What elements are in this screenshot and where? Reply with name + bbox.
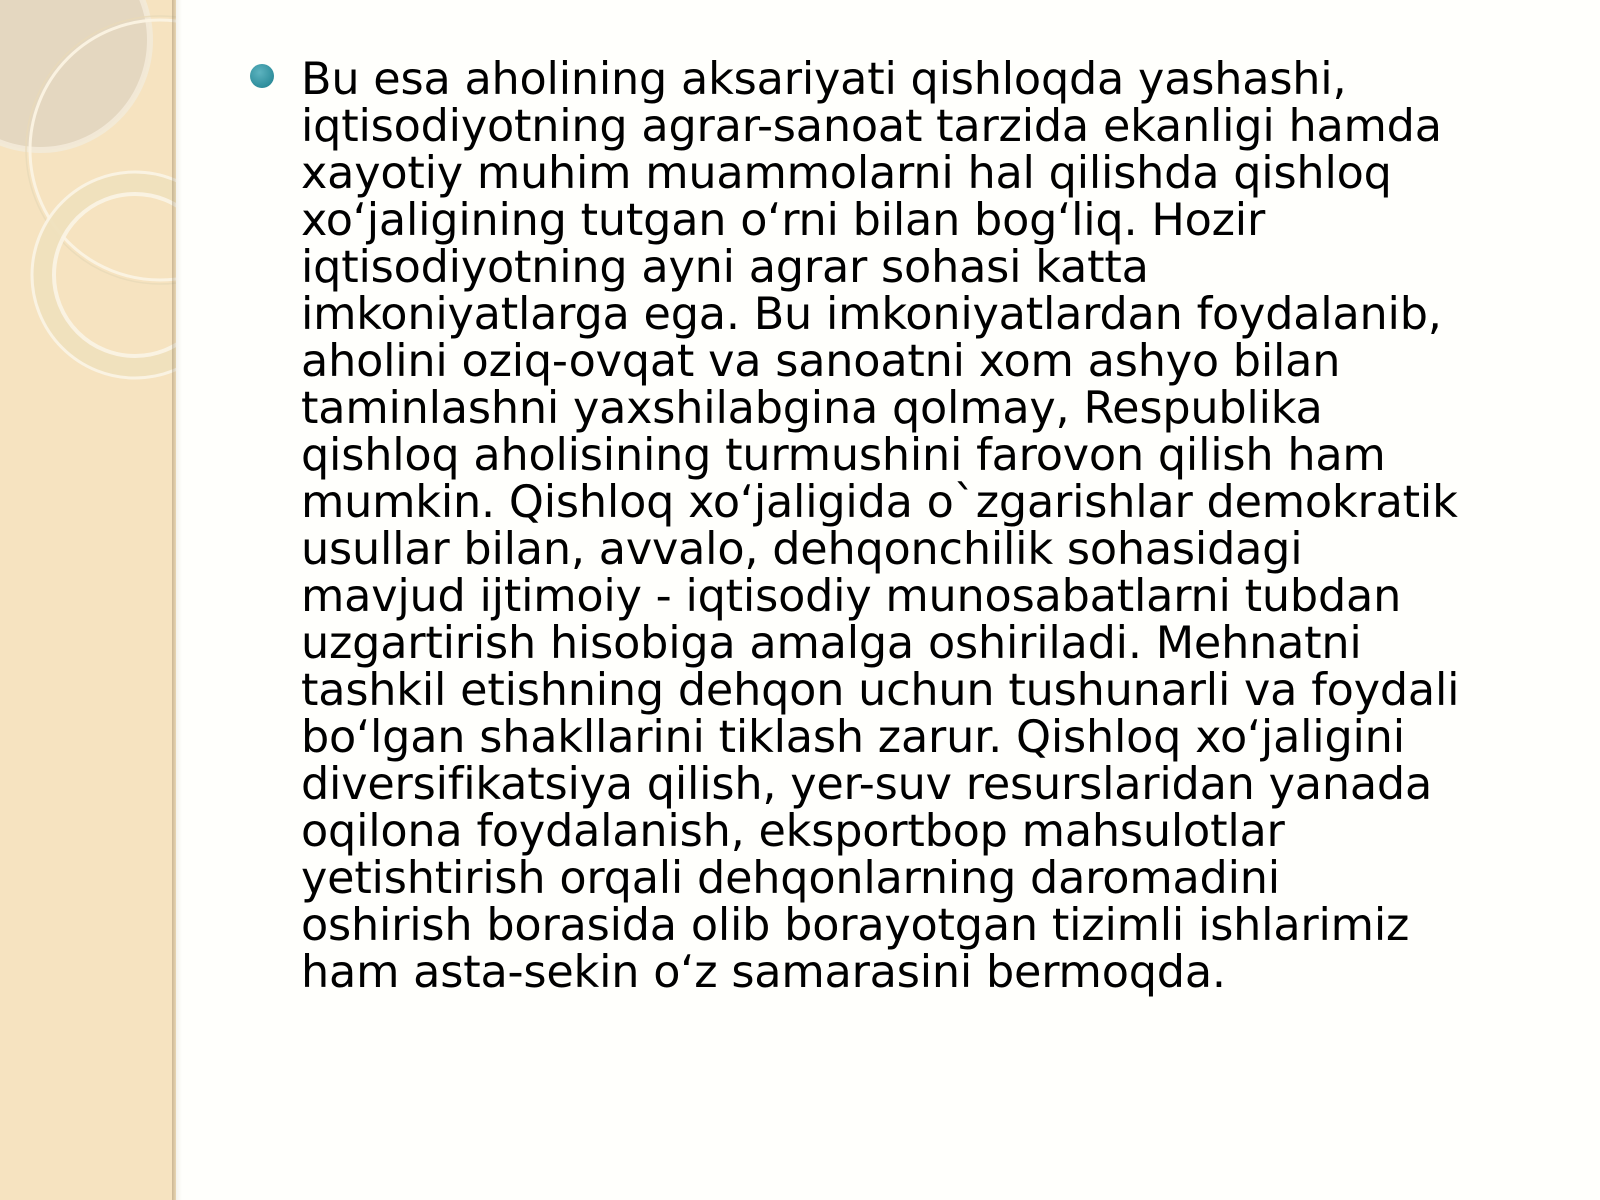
decorative-side-band xyxy=(0,0,176,1200)
slide-content xyxy=(250,56,1510,996)
bullet-item xyxy=(250,56,1510,996)
bullet-dot-icon xyxy=(250,64,274,88)
decorative-rings-graphic xyxy=(0,0,176,1200)
band-divider-shadow xyxy=(172,0,182,1200)
bullet-text: Bu esa aholining aksariyati qishloqda yashashi, iqtisodiyotning agrar-sanoat tarzida ekanligi hamda xayotiy muhim muammolarni hal qilishda qishloq xo‘jaligining tutgan o‘rni bilan bog‘liq. Hozir iqtisodiyotning ayni agrar sohasi katta imkoniyatlarga ega. Bu imkoniyatlardan foydalanib, aholini oziq-ovqat va sanoatni xom ashyo bilan taminlashni yaxshilabgina qolmay, Respublika qishloq aholisining turmushini farovon qilish ham mumkin. Qishloq xo‘jaligida o`zgarishlar demokratik usullar bilan, avvalo, dehqonchilik sohasidagi mavjud ijtimoiy - iqtisodiy munosabatlarni tubdan uzgartirish hisobiga amalga oshiriladi. Mehnatni tashkil etishning dehqon uchun tushunarli va foydali bo‘lgan shakllarini tiklash zarur. Qishloq xo‘jaligini diversifikatsiya qilish, yer-suv resurslaridan yanada oqilona foydalanish, eksportbop mahsulotlar yetishtirish orqali dehqonlarning daromadini oshirish borasida olib borayotgan tizimli ishlarimiz ham asta-sekin o‘z samarasini bermoqda. xyxy=(301,54,1460,998)
